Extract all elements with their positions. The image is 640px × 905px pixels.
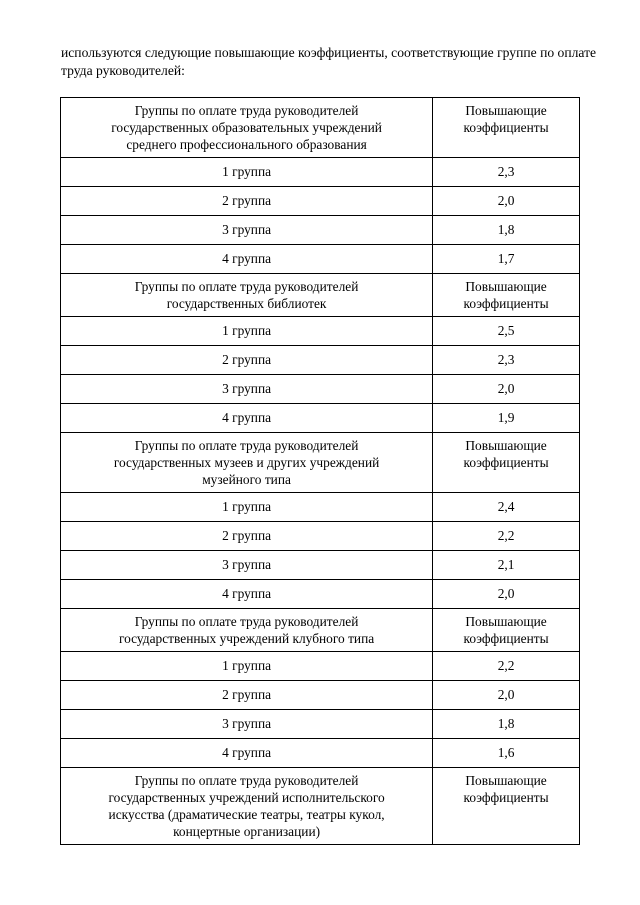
coefficient-header-cell xyxy=(433,433,580,493)
group-header-cell xyxy=(61,609,433,652)
section-header-row xyxy=(61,98,580,158)
coefficient-header-line: коэффициенты xyxy=(463,120,549,135)
coefficient-value-cell: 2,0 xyxy=(433,681,580,710)
intro-paragraph: используются следующие повышающие коэффициенты, соответствующие группе по оплате труда руководителей: xyxy=(61,45,597,78)
coefficient-value-cell: 2,1 xyxy=(433,551,580,580)
group-header-line: Группы по оплате труда руководителей xyxy=(134,438,359,453)
coefficient-value-cell: 2,4 xyxy=(433,493,580,522)
section-header-row xyxy=(61,433,580,493)
group-cell: 3 группа xyxy=(61,710,433,739)
table-row xyxy=(61,580,580,609)
table-row xyxy=(61,739,580,768)
coefficient-header-line: Повышающие xyxy=(465,438,547,453)
group-cell: 4 группа xyxy=(61,739,433,768)
coefficient-header-line: Повышающие xyxy=(465,773,547,788)
group-cell: 2 группа xyxy=(61,346,433,375)
group-header-line: государственных учреждений клубного типа xyxy=(118,631,375,646)
coefficient-header-line: коэффициенты xyxy=(463,790,549,805)
coefficient-header-line: коэффициенты xyxy=(463,631,549,646)
group-header-line: Группы по оплате труда руководителей xyxy=(134,279,359,294)
coefficient-value-cell: 1,8 xyxy=(433,216,580,245)
group-header-line: концертные организации) xyxy=(173,824,321,839)
table-row xyxy=(61,187,580,216)
coefficients-table xyxy=(60,97,580,845)
table-row xyxy=(61,710,580,739)
coefficient-header-line: Повышающие xyxy=(465,103,547,118)
group-cell: 2 группа xyxy=(61,522,433,551)
group-header-cell xyxy=(61,433,433,493)
group-header-line: государственных образовательных учреждений xyxy=(111,120,382,135)
coefficient-header-line: Повышающие xyxy=(465,614,547,629)
coefficient-value-cell: 2,2 xyxy=(433,522,580,551)
coefficient-header-line: коэффициенты xyxy=(463,296,549,311)
group-header-line: искусства (драматические театры, театры кукол, xyxy=(108,807,385,822)
group-cell: 1 группа xyxy=(61,158,433,187)
coefficient-value-cell: 1,9 xyxy=(433,404,580,433)
section-header-row xyxy=(61,768,580,845)
table-row xyxy=(61,375,580,404)
group-header-line: государственных учреждений исполнительского xyxy=(108,790,385,805)
group-cell: 3 группа xyxy=(61,216,433,245)
group-header-line: музейного типа xyxy=(202,472,291,487)
table-row xyxy=(61,551,580,580)
coefficient-value-cell: 2,3 xyxy=(433,158,580,187)
section-header-row xyxy=(61,274,580,317)
group-header-cell xyxy=(61,98,433,158)
group-cell: 4 группа xyxy=(61,580,433,609)
group-header-line: Группы по оплате труда руководителей xyxy=(134,614,359,629)
coefficient-value-cell: 1,7 xyxy=(433,245,580,274)
table-row xyxy=(61,158,580,187)
group-header-line: Группы по оплате труда руководителей xyxy=(134,103,359,118)
group-header-line: государственных музеев и других учреждений xyxy=(113,455,380,470)
coefficient-header-cell xyxy=(433,609,580,652)
coefficient-value-cell: 2,0 xyxy=(433,187,580,216)
group-cell: 1 группа xyxy=(61,493,433,522)
table-row xyxy=(61,522,580,551)
group-cell: 3 группа xyxy=(61,375,433,404)
group-cell: 3 группа xyxy=(61,551,433,580)
coefficient-header-cell xyxy=(433,274,580,317)
table-row xyxy=(61,652,580,681)
table-row xyxy=(61,216,580,245)
group-header-cell xyxy=(61,274,433,317)
table-row xyxy=(61,245,580,274)
table-row xyxy=(61,317,580,346)
section-header-row xyxy=(61,609,580,652)
coefficient-value-cell: 2,2 xyxy=(433,652,580,681)
group-header-cell xyxy=(61,768,433,845)
coefficient-value-cell: 2,5 xyxy=(433,317,580,346)
table-row xyxy=(61,346,580,375)
group-cell: 4 группа xyxy=(61,245,433,274)
group-cell: 2 группа xyxy=(61,187,433,216)
table-row xyxy=(61,404,580,433)
group-cell: 1 группа xyxy=(61,317,433,346)
group-header-line: Группы по оплате труда руководителей xyxy=(134,773,359,788)
coefficient-value-cell: 1,6 xyxy=(433,739,580,768)
coefficient-header-line: коэффициенты xyxy=(463,455,549,470)
group-header-line: среднего профессионального образования xyxy=(126,137,367,152)
table-body xyxy=(61,98,580,845)
coefficient-header-line: Повышающие xyxy=(465,279,547,294)
table-row xyxy=(61,493,580,522)
coefficient-value-cell: 1,8 xyxy=(433,710,580,739)
group-cell: 4 группа xyxy=(61,404,433,433)
group-cell: 2 группа xyxy=(61,681,433,710)
group-header-line: государственных библиотек xyxy=(166,296,327,311)
group-cell: 1 группа xyxy=(61,652,433,681)
coefficient-value-cell: 2,3 xyxy=(433,346,580,375)
coefficient-value-cell: 2,0 xyxy=(433,580,580,609)
coefficient-header-cell xyxy=(433,768,580,845)
table-row xyxy=(61,681,580,710)
coefficient-value-cell: 2,0 xyxy=(433,375,580,404)
coefficient-header-cell xyxy=(433,98,580,158)
